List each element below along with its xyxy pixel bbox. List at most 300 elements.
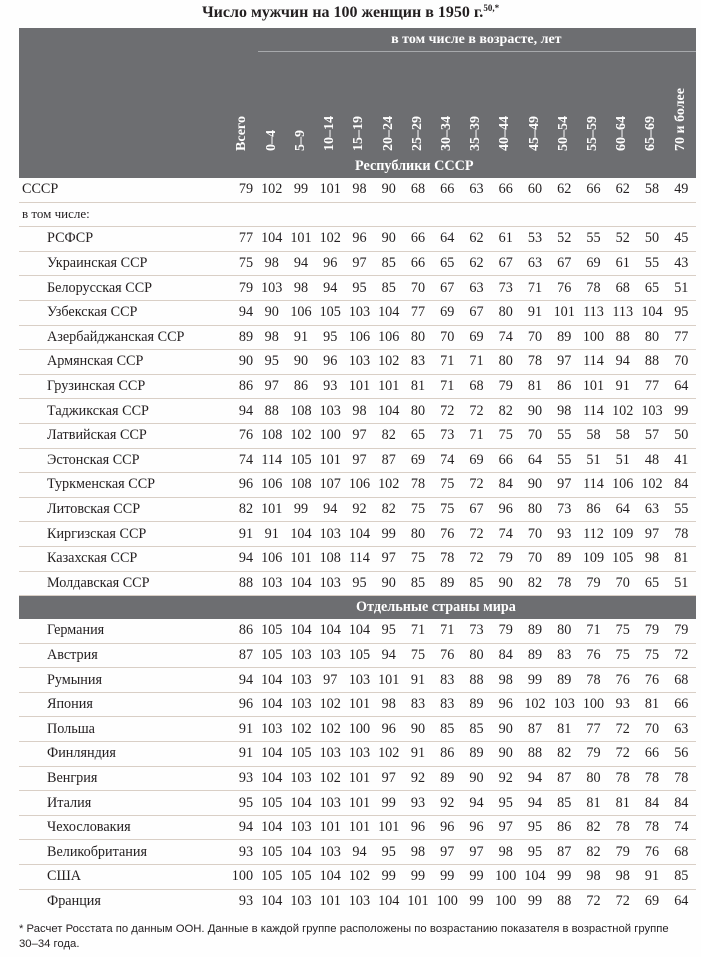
age-value-cell: 80: [403, 522, 432, 547]
header-age-label: 0–4: [263, 130, 279, 151]
age-value-cell: 80: [403, 325, 432, 350]
age-value-cell: 70: [403, 276, 432, 301]
age-value-cell: 76: [550, 276, 579, 301]
header-age-label: 25–29: [409, 116, 425, 151]
table-row: [19, 374, 696, 399]
header-age: [257, 52, 286, 156]
age-value-cell: 58: [637, 178, 666, 203]
age-value-cell: 104: [345, 522, 374, 547]
header-age: [637, 52, 666, 156]
row-label: Япония: [19, 692, 226, 717]
age-value-cell: 103: [345, 742, 374, 767]
total-value-cell: 75: [226, 251, 257, 276]
age-value-cell: 68: [403, 178, 432, 203]
row-label: Литовская ССР: [19, 497, 226, 522]
age-value-cell: 102: [637, 473, 666, 498]
age-value-cell: 98: [637, 546, 666, 571]
age-value-cell: 84: [667, 791, 696, 816]
age-value-cell: 67: [462, 300, 491, 325]
age-value-cell: 113: [579, 300, 608, 325]
age-value-cell: 106: [608, 473, 637, 498]
table-row: [19, 668, 696, 693]
age-value-cell: 72: [586, 892, 601, 909]
row-label: Белорусская ССР: [19, 276, 226, 301]
total-value-cell: 93: [238, 892, 254, 909]
table-row: [19, 399, 696, 424]
age-value-cell: 94: [316, 276, 345, 301]
age-value-cell: 85: [374, 276, 403, 301]
age-value-cell: 103: [316, 791, 345, 816]
age-value-cell: 113: [608, 300, 637, 325]
age-value-cell: 79: [491, 619, 520, 644]
age-value-cell: 82: [550, 742, 579, 767]
age-value-cell: 67: [550, 251, 579, 276]
age-value-cell: 102: [608, 399, 637, 424]
table-row: [19, 423, 696, 448]
age-value-cell: 90: [520, 399, 549, 424]
age-value-cell: 102: [316, 227, 345, 252]
age-value-cell: 85: [374, 251, 403, 276]
age-value-cell: 96: [374, 717, 403, 742]
header-age: [345, 52, 374, 156]
age-value-cell: 64: [608, 497, 637, 522]
header-blank-cell: [20, 29, 226, 156]
row-label: Венгрия: [19, 766, 226, 791]
age-value-cell: 77: [637, 374, 666, 399]
age-value-cell: 63: [462, 178, 491, 203]
table-row: [19, 276, 696, 301]
age-value-cell: 108: [286, 473, 315, 498]
age-value-cell: 100: [495, 892, 517, 909]
age-value-cell: 90: [462, 766, 491, 791]
age-value-cell: 104: [257, 815, 286, 840]
age-value-cell: 83: [403, 350, 432, 375]
age-value-cell: 70: [520, 325, 549, 350]
age-value-cell: 97: [374, 766, 403, 791]
age-value-cell: 78: [579, 668, 608, 693]
age-value-cell: 57: [637, 423, 666, 448]
age-value-cell: 76: [433, 643, 462, 668]
age-value-cell: 83: [433, 692, 462, 717]
age-value-cell: 78: [637, 766, 666, 791]
age-value-cell: 94: [286, 251, 315, 276]
row-label: Чехословакия: [19, 815, 226, 840]
age-value-cell: 97: [257, 374, 286, 399]
age-value-cell: 95: [374, 619, 403, 644]
subheading-label: в том числе:: [19, 202, 226, 227]
table-row: [19, 865, 696, 890]
age-value-cell: 88: [557, 892, 572, 909]
subheading-row: [19, 202, 696, 227]
age-value-cell: 90: [374, 571, 403, 596]
age-value-cell: 103: [286, 766, 315, 791]
age-value-cell: 70: [608, 571, 637, 596]
row-label: Австрия: [19, 643, 226, 668]
row-label: Армянская ССР: [19, 350, 226, 375]
age-value-cell: 100: [579, 692, 608, 717]
header-age-label: 10–14: [322, 116, 338, 151]
age-value-cell: 103: [257, 717, 286, 742]
age-value-cell: 87: [550, 766, 579, 791]
header-age: [316, 52, 345, 156]
age-value-cell: 93: [316, 374, 345, 399]
data-table: [19, 155, 696, 913]
age-value-cell: 100: [316, 423, 345, 448]
age-value-cell: 99: [374, 522, 403, 547]
header-total: [226, 29, 257, 156]
age-value-cell: 66: [433, 178, 462, 203]
age-value-cell: 90: [374, 227, 403, 252]
total-value-cell: 79: [226, 178, 257, 203]
age-value-cell: 92: [491, 766, 520, 791]
age-value-cell: 91: [403, 668, 432, 693]
age-value-cell: 81: [550, 717, 579, 742]
age-value-cell: 55: [637, 251, 666, 276]
age-value-cell: 70: [520, 522, 549, 547]
age-value-cell: 84: [491, 643, 520, 668]
age-value-cell: 78: [550, 571, 579, 596]
age-value-cell: 80: [491, 350, 520, 375]
row-label: Германия: [19, 619, 226, 644]
age-value-cell: 70: [433, 325, 462, 350]
header-age-label: 15–19: [351, 116, 367, 151]
age-value-cell: 109: [579, 546, 608, 571]
age-value-cell: 105: [257, 865, 286, 890]
header-age-label: 35–39: [468, 116, 484, 151]
total-value-cell: 88: [226, 571, 257, 596]
age-value-cell: 63: [462, 276, 491, 301]
header-age: [578, 52, 607, 156]
age-value-cell: 75: [403, 546, 432, 571]
age-value-cell: 80: [403, 399, 432, 424]
age-value-cell: 102: [286, 717, 315, 742]
age-value-cell: 91: [608, 374, 637, 399]
age-value-cell: 73: [462, 619, 491, 644]
age-value-cell: 104: [286, 791, 315, 816]
total-value-cell: 90: [226, 350, 257, 375]
age-value-cell: 103: [637, 399, 666, 424]
age-value-cell: 104: [378, 892, 400, 909]
age-value-cell: 71: [579, 619, 608, 644]
age-value-cell: 89: [550, 668, 579, 693]
total-value-cell: 94: [226, 815, 257, 840]
total-value-cell: 94: [226, 300, 257, 325]
total-value-cell: 93: [226, 766, 257, 791]
age-value-cell: 103: [286, 692, 315, 717]
age-value-cell: 67: [491, 251, 520, 276]
age-value-cell: 96: [462, 815, 491, 840]
row-label: США: [19, 865, 226, 890]
row-label: РСФСР: [19, 227, 226, 252]
age-value-cell: 82: [579, 815, 608, 840]
age-value-cell: 72: [433, 399, 462, 424]
age-value-cell: 89: [433, 571, 462, 596]
age-value-cell: 88: [608, 325, 637, 350]
age-value-cell: 104: [374, 399, 403, 424]
total-value-cell: 93: [226, 840, 257, 865]
age-value-cell: 92: [403, 766, 432, 791]
age-value-cell: 72: [462, 546, 491, 571]
row-label: Молдавская ССР: [19, 571, 226, 596]
age-value-cell: 103: [316, 571, 345, 596]
age-value-cell: 105: [286, 448, 315, 473]
footnote: * Расчет Росстата по данным ООН. Данные в каждой группе расположены по возрастанию показателя в возрастной группе 30–34 года.: [19, 923, 669, 950]
title-text: Число мужчин на 100 женщин в 1950 г.: [201, 4, 484, 21]
table-row: [19, 522, 696, 547]
total-value-cell: 76: [226, 423, 257, 448]
age-value-cell: 101: [286, 546, 315, 571]
age-value-cell: 103: [316, 643, 345, 668]
age-value-cell: 90: [520, 473, 549, 498]
age-value-cell: 94: [316, 497, 345, 522]
age-value-cell: 74: [433, 448, 462, 473]
age-value-cell: 104: [520, 865, 549, 890]
total-value-cell: 96: [226, 692, 257, 717]
age-value-cell: 89: [520, 643, 549, 668]
age-value-cell: 99: [520, 668, 549, 693]
age-value-cell: 78: [667, 766, 696, 791]
age-value-cell: 97: [345, 423, 374, 448]
age-value-cell: 64: [674, 892, 689, 909]
title-note-number: 50,: [483, 3, 495, 13]
age-value-cell: 102: [286, 423, 315, 448]
age-value-cell: 103: [286, 668, 315, 693]
total-value-cell: 79: [226, 276, 257, 301]
age-value-cell: 92: [345, 497, 374, 522]
row-label: Польша: [19, 717, 226, 742]
age-value-cell: 103: [316, 522, 345, 547]
age-value-cell: 104: [374, 300, 403, 325]
age-value-cell: 101: [286, 227, 315, 252]
age-value-cell: 106: [257, 473, 286, 498]
age-value-cell: 79: [667, 619, 696, 644]
age-value-cell: 66: [403, 251, 432, 276]
header-age-label: 70 и более: [672, 88, 688, 151]
age-value-cell: 65: [403, 423, 432, 448]
age-value-cell: 98: [608, 865, 637, 890]
age-value-cell: 68: [667, 840, 696, 865]
header-age-label: 20–24: [380, 116, 396, 151]
section-heading: Республики СССР: [19, 155, 696, 178]
age-value-cell: 63: [637, 497, 666, 522]
age-value-cell: 104: [257, 668, 286, 693]
age-value-cell: 85: [462, 571, 491, 596]
total-value-cell: 77: [226, 227, 257, 252]
age-value-cell: 91: [257, 522, 286, 547]
age-value-cell: 78: [608, 815, 637, 840]
age-value-cell: 102: [374, 473, 403, 498]
age-value-cell: 97: [345, 448, 374, 473]
header-age-label: 65–69: [643, 116, 659, 151]
age-value-cell: 105: [608, 546, 637, 571]
total-value-cell: 91: [226, 742, 257, 767]
age-value-cell: 103: [290, 892, 312, 909]
age-value-cell: 58: [608, 423, 637, 448]
total-value-cell: 86: [226, 374, 257, 399]
age-value-cell: 102: [316, 766, 345, 791]
age-value-cell: 106: [374, 325, 403, 350]
age-value-cell: 99: [374, 791, 403, 816]
table-row: [19, 766, 696, 791]
age-value-cell: 80: [579, 766, 608, 791]
age-value-cell: 105: [257, 840, 286, 865]
age-value-cell: 52: [550, 227, 579, 252]
header-age: [374, 52, 403, 156]
age-value-cell: 89: [462, 692, 491, 717]
table-row: [19, 251, 696, 276]
age-value-cell: 87: [550, 840, 579, 865]
age-value-cell: 91: [520, 300, 549, 325]
total-value-cell: 86: [226, 619, 257, 644]
age-value-cell: 67: [462, 497, 491, 522]
age-value-cell: 74: [491, 325, 520, 350]
age-value-cell: 72: [462, 399, 491, 424]
age-value-cell: 51: [608, 448, 637, 473]
age-value-cell: 52: [608, 227, 637, 252]
age-value-cell: 92: [433, 791, 462, 816]
age-value-cell: 91: [403, 742, 432, 767]
table-row: [19, 619, 696, 644]
age-value-cell: 98: [257, 325, 286, 350]
age-value-cell: 76: [637, 668, 666, 693]
age-value-cell: 91: [286, 325, 315, 350]
age-value-cell: 97: [462, 840, 491, 865]
header-total-label: Всего: [233, 116, 249, 151]
age-value-cell: 68: [462, 374, 491, 399]
age-value-cell: 62: [462, 251, 491, 276]
age-value-cell: 95: [257, 350, 286, 375]
age-value-cell: 108: [286, 399, 315, 424]
age-value-cell: 101: [374, 374, 403, 399]
age-value-cell: 71: [462, 423, 491, 448]
age-value-cell: 87: [374, 448, 403, 473]
age-value-cell: 71: [462, 350, 491, 375]
age-value-cell: 94: [374, 643, 403, 668]
table-row: [19, 473, 696, 498]
age-value-cell: 83: [433, 668, 462, 693]
age-value-cell: 62: [550, 178, 579, 203]
table-row: [19, 889, 696, 913]
age-value-cell: 95: [667, 300, 696, 325]
age-value-cell: 101: [316, 448, 345, 473]
age-value-cell: 72: [608, 742, 637, 767]
age-value-cell: 103: [345, 350, 374, 375]
age-value-cell: 72: [615, 892, 630, 909]
age-value-cell: 104: [257, 766, 286, 791]
age-value-cell: 79: [637, 619, 666, 644]
age-value-cell: 64: [433, 227, 462, 252]
age-value-cell: 94: [520, 791, 549, 816]
age-value-cell: 70: [637, 717, 666, 742]
age-value-cell: 88: [257, 399, 286, 424]
age-value-cell: 101: [319, 892, 341, 909]
age-value-cell: 80: [520, 497, 549, 522]
age-value-cell: 95: [316, 325, 345, 350]
age-value-cell: 82: [374, 423, 403, 448]
age-value-cell: 97: [374, 546, 403, 571]
age-value-cell: 71: [433, 619, 462, 644]
total-value-cell: 100: [226, 865, 257, 890]
age-value-cell: 98: [491, 668, 520, 693]
age-value-cell: 99: [286, 178, 315, 203]
age-value-cell: 106: [345, 325, 374, 350]
age-value-cell: 94: [608, 350, 637, 375]
age-value-cell: 90: [491, 571, 520, 596]
age-value-cell: 101: [257, 497, 286, 522]
age-value-cell: 76: [579, 643, 608, 668]
age-value-cell: 102: [520, 692, 549, 717]
header-age: [520, 52, 549, 156]
age-value-cell: 86: [286, 374, 315, 399]
title-footnote-ref: [483, 3, 499, 13]
age-value-cell: 85: [550, 791, 579, 816]
age-value-cell: 72: [608, 717, 637, 742]
age-value-cell: 100: [345, 717, 374, 742]
age-value-cell: 96: [316, 251, 345, 276]
age-value-cell: 99: [433, 865, 462, 890]
age-value-cell: 69: [462, 448, 491, 473]
total-value-cell: 91: [226, 717, 257, 742]
header-age: [286, 52, 315, 156]
age-value-cell: 99: [403, 865, 432, 890]
age-value-cell: 76: [433, 522, 462, 547]
header-age-label: 50–54: [555, 116, 571, 151]
row-label: Киргизская ССР: [19, 522, 226, 547]
age-value-cell: 91: [637, 865, 666, 890]
section-heading: Отдельные страны мира: [19, 596, 696, 619]
table-row: [19, 717, 696, 742]
age-value-cell: 79: [491, 374, 520, 399]
age-value-cell: 85: [403, 571, 432, 596]
age-value-cell: 71: [520, 276, 549, 301]
table-row: [19, 815, 696, 840]
age-value-cell: 90: [286, 350, 315, 375]
age-value-cell: 88: [637, 350, 666, 375]
age-value-cell: 94: [345, 840, 374, 865]
age-value-cell: 114: [345, 546, 374, 571]
age-value-cell: 89: [433, 766, 462, 791]
age-value-cell: 64: [667, 374, 696, 399]
age-value-cell: 114: [579, 399, 608, 424]
total-value-cell: 94: [226, 668, 257, 693]
age-value-cell: 51: [667, 276, 696, 301]
header-age-label: 30–34: [439, 116, 454, 151]
age-value-cell: 104: [286, 522, 315, 547]
age-value-cell: 95: [491, 791, 520, 816]
age-value-cell: 79: [608, 840, 637, 865]
age-value-cell: 106: [257, 546, 286, 571]
age-value-cell: 96: [345, 227, 374, 252]
age-value-cell: 41: [667, 448, 696, 473]
age-value-cell: 90: [374, 178, 403, 203]
age-value-cell: 79: [491, 546, 520, 571]
age-value-cell: 103: [316, 840, 345, 865]
age-value-cell: 66: [491, 178, 520, 203]
age-value-cell: 85: [433, 717, 462, 742]
age-value-cell: 81: [667, 546, 696, 571]
total-value-cell: 94: [226, 399, 257, 424]
age-value-cell: 80: [637, 325, 666, 350]
age-value-cell: 95: [374, 840, 403, 865]
age-value-cell: 103: [348, 892, 371, 909]
age-value-cell: 96: [433, 815, 462, 840]
age-value-cell: 69: [579, 251, 608, 276]
header-age-label: 45–49: [526, 116, 542, 151]
age-value-cell: 79: [579, 571, 608, 596]
age-value-cell: 70: [520, 546, 549, 571]
header-age: [666, 52, 695, 156]
age-value-cell: 90: [491, 742, 520, 767]
